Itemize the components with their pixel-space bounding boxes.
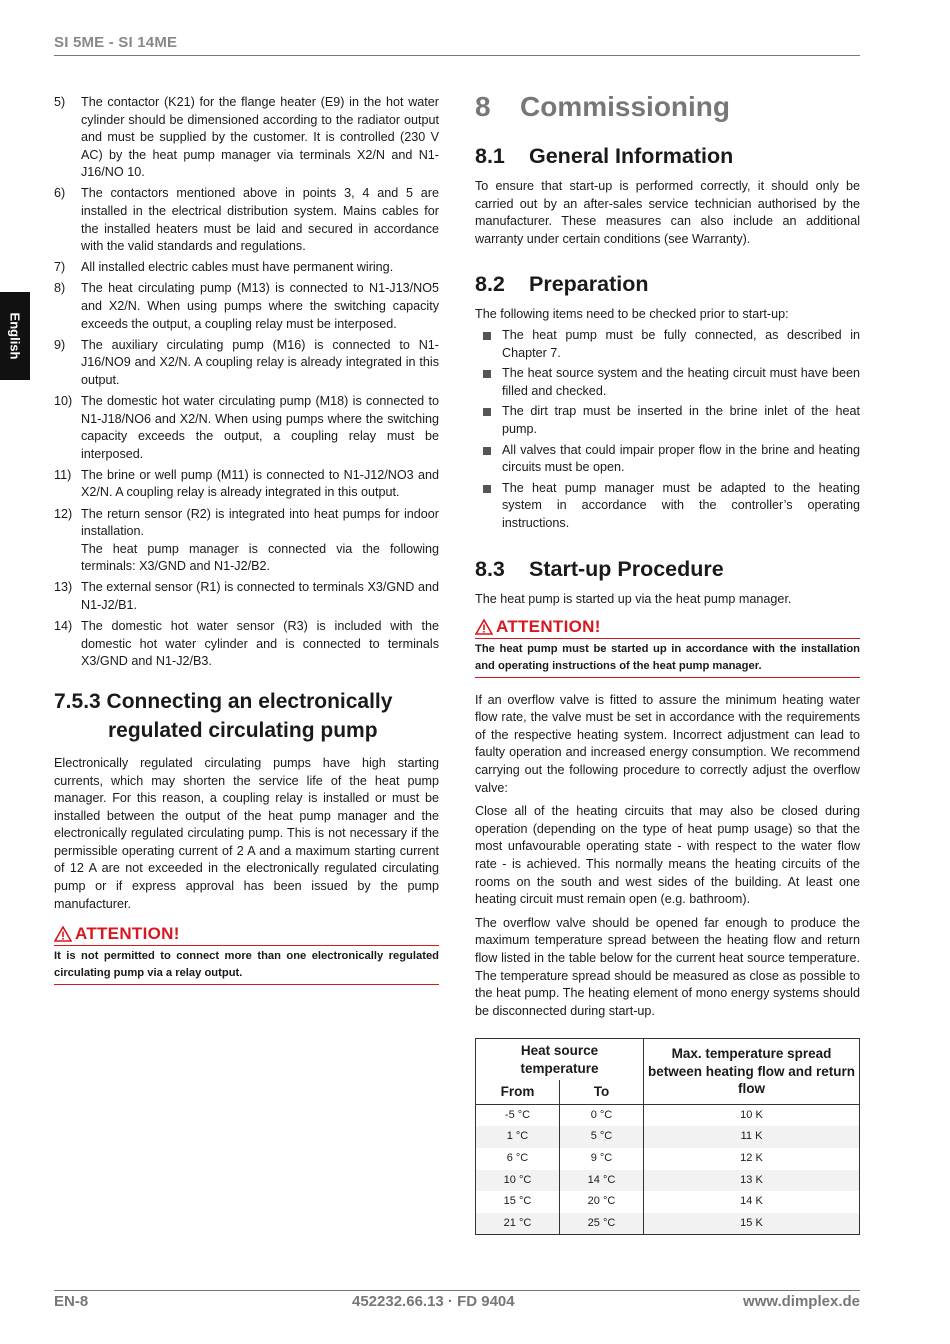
attention-header xyxy=(54,925,439,946)
temperature-spread-table xyxy=(475,1038,860,1235)
list-item xyxy=(54,467,439,502)
list-item xyxy=(54,506,439,576)
cell-spread: 12 K xyxy=(644,1148,860,1170)
warning-icon xyxy=(54,926,72,942)
section-7-5-3-heading xyxy=(54,687,439,745)
cell-from: 15 °C xyxy=(476,1191,560,1213)
list-item-text xyxy=(81,506,439,576)
cell-to: 14 °C xyxy=(560,1170,644,1192)
bullet-list xyxy=(475,327,860,533)
bullet-square-icon xyxy=(475,480,502,533)
attention-header xyxy=(475,618,860,639)
list-item-paragraph: The domestic hot water circulating pump (M18) is connected to N1-J18/NO6 and X2/N. When using pumps where the switching capacity exceeds the output, a coupling relay must be interposed. xyxy=(81,394,439,461)
section-8-1-heading xyxy=(475,142,860,170)
list-item-paragraph: All installed electric cables must have permanent wiring. xyxy=(81,260,394,275)
list-item-paragraph: The domestic hot water sensor (R3) is included with the domestic hot water cylinder and is connected to terminals X3/GND and N1-J2/B3. xyxy=(81,619,439,669)
paragraph: If an overflow valve is fitted to assure the minimum heating water flow rate, the valve must be set in accordance with the requirements of the respective heating system. Incorrect adjustment can lead to faulty operation and increased energy consumption. We recommend carrying out the following procedure to correctly adjust the overflow valve: xyxy=(475,692,860,795)
cell-from: 1 °C xyxy=(476,1126,560,1148)
subheader-to: To xyxy=(560,1080,644,1104)
cell-from: 10 °C xyxy=(476,1170,560,1192)
list-item-number: 14) xyxy=(54,619,73,634)
left-column xyxy=(54,94,439,985)
section-heading-line2: regulated circulating pump xyxy=(108,718,378,742)
table-row xyxy=(476,1148,860,1170)
list-item-text xyxy=(81,579,439,614)
table-body xyxy=(476,1104,860,1235)
section-8-2-heading xyxy=(475,270,860,298)
table-row xyxy=(476,1104,860,1126)
section-number: 8.3 xyxy=(475,556,505,581)
list-item xyxy=(54,618,439,671)
right-column xyxy=(475,90,860,1235)
cell-spread: 13 K xyxy=(644,1170,860,1192)
list-item xyxy=(54,393,439,463)
list-item-paragraph: The contactor (K21) for the flange heater (E9) in the hot water cylinder should be dimensioned according to the radiator output and must be supplied by the customer. It is controlled (230 V AC) by the heat pump manager via terminals X2/N and N1-J16/NO 10. xyxy=(81,95,439,180)
cell-from: 21 °C xyxy=(476,1213,560,1235)
list-item-number: 10) xyxy=(54,394,73,408)
subheader-from: From xyxy=(476,1080,560,1104)
table-row xyxy=(476,1213,860,1235)
list-item-paragraph: The contactors mentioned above in points 3, 4 and 5 are installed in the electrical distribution system. Mains cables for the installed heaters must be laid and secured in accordance with the valid standards and regulations. xyxy=(81,186,439,254)
list-item-text xyxy=(81,185,439,255)
attention-title: ATTENTION! xyxy=(75,924,180,944)
bullet-item xyxy=(475,403,860,438)
table-row xyxy=(476,1170,860,1192)
section-8-3-heading xyxy=(475,555,860,583)
header-title: SI 5ME - SI 14ME xyxy=(54,34,178,51)
bullet-item xyxy=(475,365,860,400)
cell-to: 25 °C xyxy=(560,1213,644,1235)
list-item-text xyxy=(81,94,439,182)
bullet-item xyxy=(475,327,860,362)
footer-url: www.dimplex.de xyxy=(743,1293,860,1310)
cell-spread: 10 K xyxy=(644,1104,860,1126)
list-item xyxy=(54,579,439,614)
bullet-item xyxy=(475,480,860,533)
attention-text: It is not permitted to connect more than one electronically regulated circulating pump via a relay output. xyxy=(54,946,439,985)
attention-text: The heat pump must be started up in accordance with the installation and operating instructions of the heat pump manager. xyxy=(475,639,860,678)
bullet-square-icon xyxy=(475,403,502,438)
section-number: 8.2 xyxy=(475,272,505,297)
bullet-square-icon xyxy=(475,442,502,477)
list-item-text xyxy=(81,259,439,277)
list-item-number: 7) xyxy=(54,260,66,275)
cell-spread: 11 K xyxy=(644,1126,860,1148)
cell-to: 5 °C xyxy=(560,1126,644,1148)
list-item-number: 6) xyxy=(54,186,66,201)
list-item-paragraph: The heat pump manager is connected via the following terminals: X3/GND and N1-J2/B2. xyxy=(81,541,439,574)
bullet-text: The heat pump manager must be adapted to the heating system in accordance with the controller’s operating instructions. xyxy=(502,480,860,530)
cell-to: 20 °C xyxy=(560,1191,644,1213)
bullet-square-icon xyxy=(475,327,502,362)
list-item-number: 11) xyxy=(54,467,72,482)
list-item xyxy=(54,337,439,390)
list-item-paragraph: The return sensor (R2) is integrated into heat pumps for indoor installation. xyxy=(81,506,439,539)
paragraph: Close all of the heating circuits that may also be closed during operation (depending on the type of heat pump usage) so that the most unfavourable operating state - with respect to the water flow rate - is achieved. This normally means the heating circuits of the rooms on the south and west sides of the building. At least one heating circuit must remain open (e.g. bathroom). xyxy=(475,804,860,907)
attention-title: ATTENTION! xyxy=(496,617,601,637)
bullet-text: The dirt trap must be inserted in the brine inlet of the heat pump. xyxy=(502,404,860,436)
numbered-list xyxy=(54,94,439,671)
list-item-number: 8) xyxy=(54,281,66,296)
bullet-square-icon xyxy=(475,365,502,400)
section-8-3-intro: The heat pump is started up via the heat pump manager. xyxy=(475,591,792,606)
list-item-number: 9) xyxy=(54,337,66,352)
chapter-title: Commissioning xyxy=(520,91,731,122)
attention-box xyxy=(475,618,860,678)
section-title: Start-up Procedure xyxy=(529,556,724,581)
section-8-2-intro: The following items need to be checked prior to start-up: xyxy=(475,307,789,322)
col-header-max-spread: Max. temperature spread between heating flow and return flow xyxy=(644,1039,860,1105)
cell-to: 9 °C xyxy=(560,1148,644,1170)
cell-to: 0 °C xyxy=(560,1104,644,1126)
attention-box xyxy=(54,925,439,985)
section-number: 8.1 xyxy=(475,144,505,168)
section-title: Preparation xyxy=(529,272,649,297)
list-item-number: 12) xyxy=(54,506,73,521)
list-item xyxy=(54,280,439,333)
cell-from: -5 °C xyxy=(476,1104,560,1126)
cell-from: 6 °C xyxy=(476,1148,560,1170)
list-item xyxy=(54,185,439,255)
paragraph: The overflow valve should be opened far enough to produce the maximum temperature spread between the heating flow and return flow listed in the table below for the current heat source temperature. The temperature spread should be measured as close as possible to the heat pump. The heating element of mono energy systems should be disconnected during start-up. xyxy=(475,915,860,1018)
list-item-text xyxy=(81,467,439,502)
footer-rule xyxy=(54,1290,860,1291)
language-tab xyxy=(0,292,30,380)
section-7-5-3-body: Electronically regulated circulating pumps have high starting currents, which may shorten the service life of the heat pump manager. For this reason, a coupling relay is installed or must be installed between the output of the heat pump manager and the electronically regulated circulating pump. This is not necessary if the permissible operating current of 2 A and a maximum starting current of 12 A are not exceeded in the electronically regulated circulating pump or if express approval has been issued by the pump manufacturer. xyxy=(54,755,439,911)
language-tab-label: English xyxy=(7,312,23,360)
list-item-paragraph: The auxiliary circulating pump (M16) is connected to N1-J16/NO9 and X2/N. A coupling relay is already integrated in this output. xyxy=(81,337,439,387)
bullet-text: The heat pump must be fully connected, as described in Chapter 7. xyxy=(502,327,860,360)
bullet-text: All valves that could impair proper flow in the brine and heating circuits must be open. xyxy=(502,442,860,475)
list-item xyxy=(54,94,439,182)
chapter-heading xyxy=(475,90,860,124)
bullet-item xyxy=(475,442,860,477)
cell-spread: 15 K xyxy=(644,1213,860,1235)
section-title: General Information xyxy=(529,144,734,168)
section-8-3-paragraphs xyxy=(475,692,860,1021)
list-item-text xyxy=(81,280,439,333)
list-item xyxy=(54,259,439,277)
list-item-paragraph: The heat circulating pump (M13) is connected to N1-J13/NO5 and X2/N. When using pumps where the switching capacity exceeds the output, a coupling relay must be interposed. xyxy=(81,281,439,331)
cell-spread: 14 K xyxy=(644,1191,860,1213)
col-header-heat-source: Heat source temperature xyxy=(476,1039,644,1081)
list-item-paragraph: The external sensor (R1) is connected to terminals X3/GND and N1-J2/B1. xyxy=(81,580,439,613)
table-row xyxy=(476,1191,860,1213)
list-item-text xyxy=(81,618,439,671)
section-heading-line1: 7.5.3 Connecting an electronically xyxy=(54,689,393,713)
chapter-number: 8 xyxy=(475,91,491,122)
list-item-text xyxy=(81,337,439,390)
footer-doc-number: 452232.66.13 · FD 9404 xyxy=(352,1293,515,1310)
footer-page-number: EN-8 xyxy=(54,1293,89,1310)
warning-icon xyxy=(475,619,493,635)
bullet-text: The heat source system and the heating circuit must have been filled and checked. xyxy=(502,366,860,398)
list-item-text xyxy=(81,393,439,463)
table-row xyxy=(476,1126,860,1148)
list-item-number: 13) xyxy=(54,580,73,595)
list-item-number: 5) xyxy=(54,95,66,109)
header-rule xyxy=(54,55,860,56)
section-8-1-body: To ensure that start-up is performed correctly, it should only be carried out by an after-sales service technician authorised by the manufacturer. These measures can also include an additional warranty under certain conditions (see Warranty). xyxy=(475,179,860,246)
list-item-paragraph: The brine or well pump (M11) is connected to N1-J12/NO3 and X2/N. A coupling relay is already integrated in this output. xyxy=(81,467,439,500)
